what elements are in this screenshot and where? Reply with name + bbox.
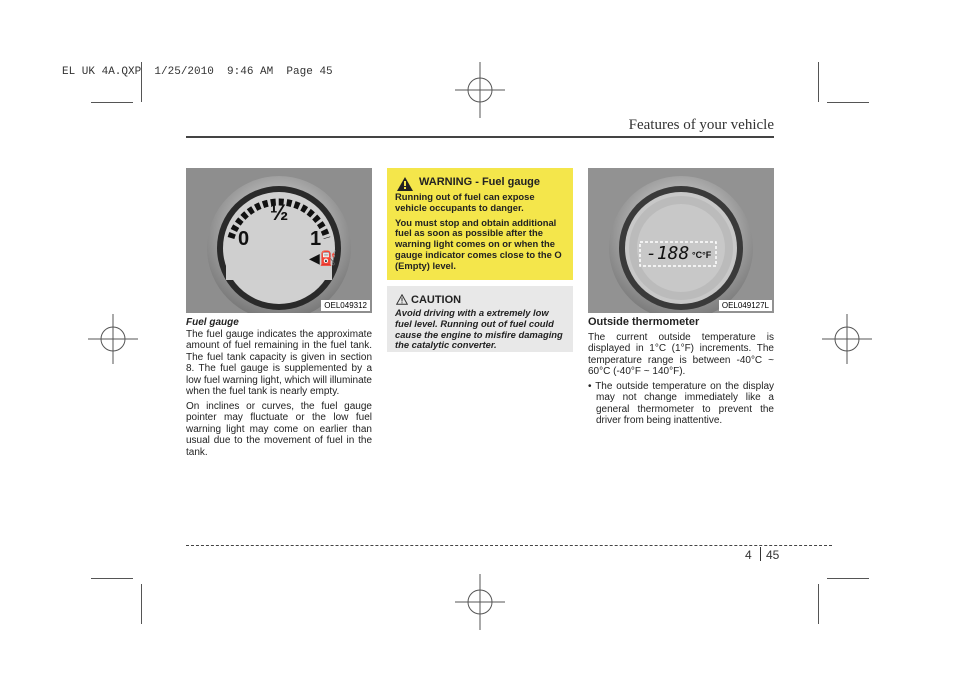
thermometer-text (588, 317, 774, 430)
caution-text: Avoid driving with a extremely low fuel level. Running out of fuel could cause the engine to misfire damaging the catalytic converter. (395, 307, 563, 351)
page-number: 45 (766, 548, 780, 562)
bullet-item: • The outside temperature on the display may not change immediately like a general thermometer to prevent the driver from being inattentive. (588, 380, 775, 426)
warning-subtitle: - Fuel gauge (475, 176, 541, 188)
gauge-label-empty: 0 (238, 228, 250, 250)
registration-mark-top (455, 62, 505, 118)
bullet-text: The outside temperature on the display may not change immediately like a general thermometer to prevent the driver from being inattentive. (595, 380, 775, 426)
warning-title-label: WARNING (419, 176, 473, 188)
crop-mark (827, 578, 869, 579)
warning-triangle-icon (397, 177, 413, 191)
temperature-display-digits: -188 (646, 243, 690, 264)
crop-mark (91, 102, 133, 103)
thermometer-illustration (588, 168, 774, 313)
crop-mark (827, 102, 869, 103)
page-separator (760, 547, 761, 561)
registration-mark-right (822, 314, 872, 364)
registration-mark-bottom (455, 574, 505, 630)
paragraph: The current outside temperature is displayed in 1°C (1°F) increments. The temperature range is between -40°C ~ 60°C (-40°F ~ 140°F). (588, 331, 774, 377)
caution-title: CAUTION (411, 294, 462, 306)
warning-box (387, 168, 573, 280)
caution-box (387, 286, 573, 352)
chapter-number: 4 (745, 548, 752, 562)
warning-paragraph: Running out of fuel can expose vehicle occupants to danger. (395, 191, 535, 213)
section-title: Features of your vehicle (628, 117, 774, 133)
registration-mark-left (88, 314, 138, 364)
header-rule (186, 136, 774, 138)
thermometer-heading: Outside thermometer (588, 316, 700, 328)
warning-paragraph: You must stop and obtain additional fuel as soon as possible after the warning light comes on or when the gauge indicator comes close to the O (Empty) level. (395, 216, 562, 271)
gauge-label-half: ½ (270, 200, 289, 225)
gauge-label-full: 1 (310, 228, 322, 250)
fuel-gauge-figure (186, 168, 372, 313)
crop-mark (818, 62, 819, 102)
footer-dashed-rule (186, 545, 832, 546)
figure-code: OEL049312 (321, 300, 370, 311)
temperature-display-unit: °C°F (692, 250, 712, 260)
fuel-gauge-illustration (186, 168, 372, 313)
thermometer-figure (588, 168, 774, 313)
fuel-gauge-text (186, 317, 372, 461)
paragraph: On inclines or curves, the fuel gauge pointer may fluctuate or the low fuel warning light may come on earlier than usual due to the movement of fuel in the tank. (186, 400, 372, 458)
warning-title (419, 176, 565, 188)
crop-mark (91, 578, 133, 579)
figure-code: OEL049127L (719, 300, 772, 311)
fuel-pump-icon: ◀⛽ (309, 250, 338, 266)
caution-triangle-icon (396, 294, 408, 305)
crop-mark (818, 584, 819, 624)
paragraph: The fuel gauge indicates the approximate amount of fuel remaining in the fuel tank. The fuel tank capacity is given in section 8. The fuel gauge is supplemented by a low fuel warning light, which will illuminate when the fuel tank is nearly empty. (186, 328, 372, 397)
fuel-gauge-heading: Fuel gauge (186, 317, 239, 328)
crop-mark (141, 584, 142, 624)
print-slug: EL UK 4A.QXP 1/25/2010 9:46 AM Page 45 (62, 66, 333, 78)
